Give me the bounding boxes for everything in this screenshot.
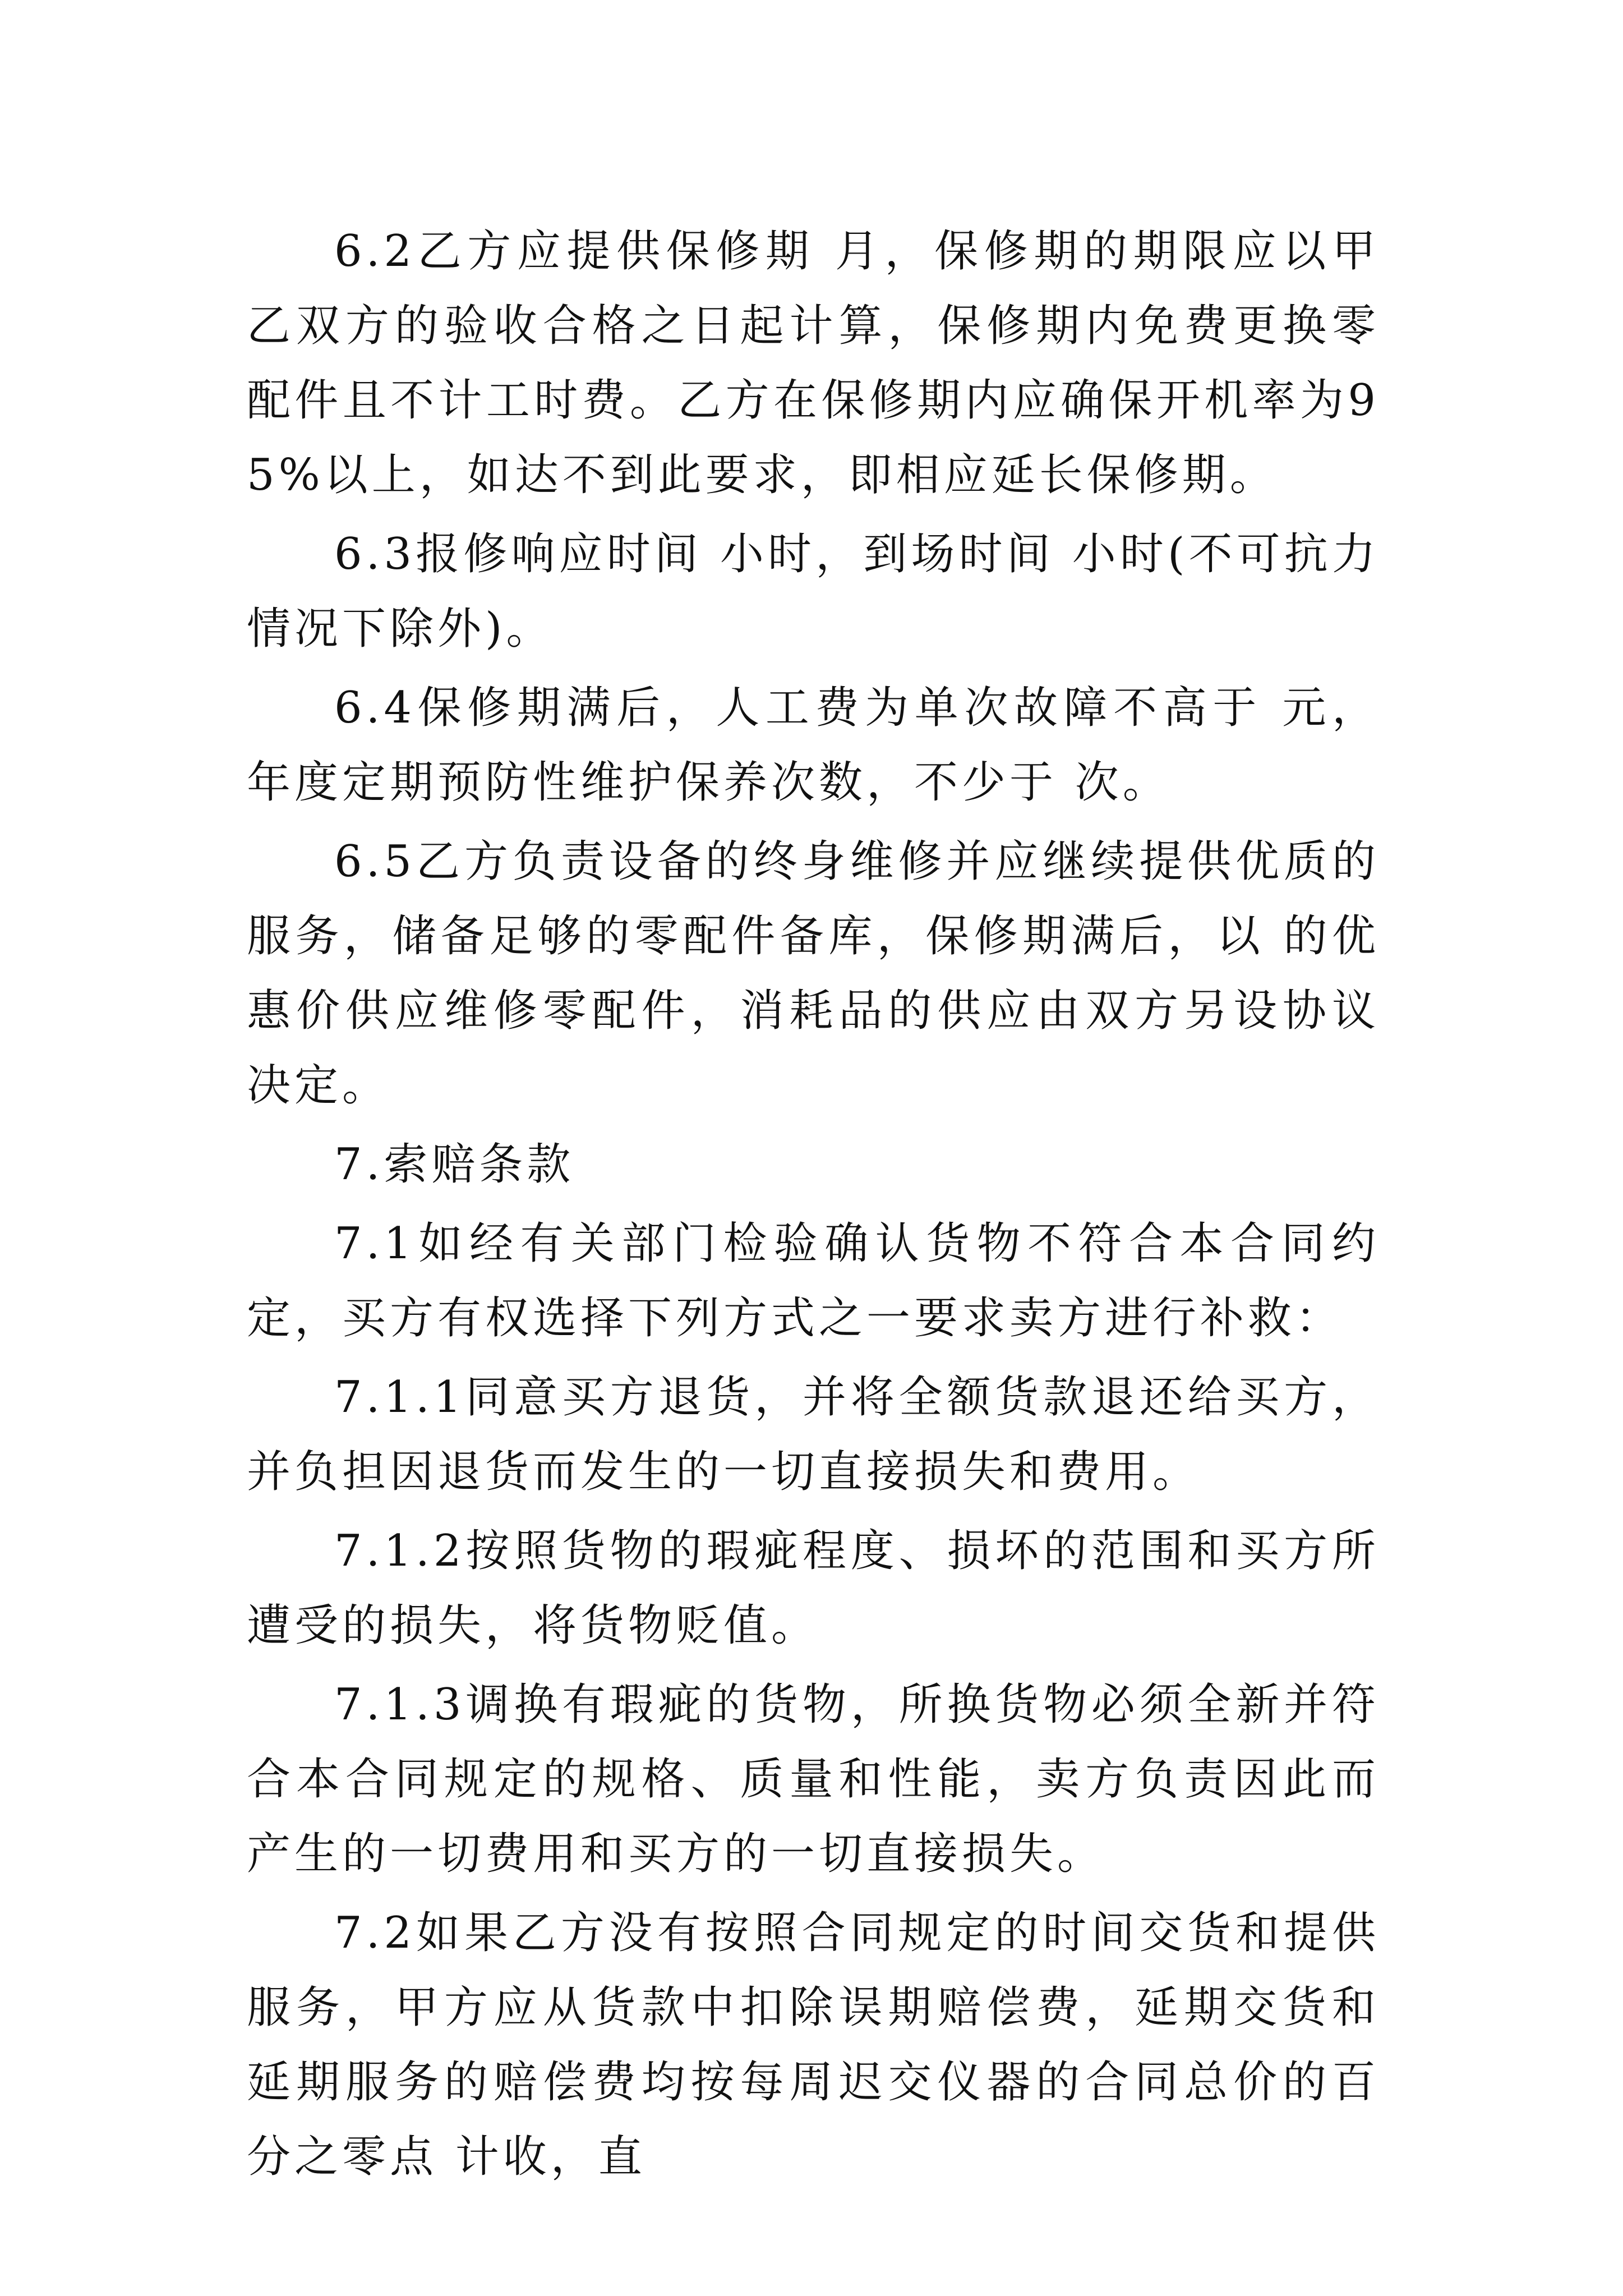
paragraph-7-2: 7.2如果乙方没有按照合同规定的时间交货和提供服务，甲方应从货款中扣除误期赔偿费，延期交货和延期服务的赔偿费均按每周迟交仪器的合同总价的百分之零点 计收，直 <box>247 1908 1380 2182</box>
paragraph-7-1-1: 7.1.1同意买方退货，并将全额货款退还给买方，并负担因退货而发生的一切直接损失和费用。 <box>247 1372 1380 1497</box>
paragraph-6-2: 6.2乙方应提供保修期 月，保修期的期限应以甲乙双方的验收合格之日起计算，保修期内免费更换零配件且不计工时费。乙方在保修期内应确保开机率为95%以上，如达不到此要求，即相应延长保修期。 <box>247 226 1380 500</box>
paragraph-7-1-2: 7.1.2按照货物的瑕疵程度、损坏的范围和买方所遭受的损失，将货物贬值。 <box>247 1526 1380 1651</box>
section-heading-7: 7.索赔条款 <box>334 1139 575 1190</box>
document-body <box>247 214 1380 2194</box>
paragraph-6-5: 6.5乙方负责设备的终身维修并应继续提供优质的服务，储备足够的零配件备库，保修期满后，以 的优惠价供应维修零配件，消耗品的供应由双方另设协议决定。 <box>247 836 1380 1111</box>
paragraph-7-1: 7.1如经有关部门检验确认货物不符合本合同约定，买方有权选择下列方式之一要求卖方进行补救： <box>247 1218 1380 1343</box>
paragraph-7-1-3: 7.1.3调换有瑕疵的货物，所换货物必须全新并符合本合同规定的规格、质量和性能，卖方负责因此而产生的一切费用和买方的一切直接损失。 <box>247 1680 1380 1879</box>
paragraph-6-4: 6.4保修期满后，人工费为单次故障不高于 元，年度定期预防性维护保养次数，不少于 次。 <box>247 683 1380 808</box>
paragraph-6-3: 6.3报修响应时间 小时，到场时间 小时(不可抗力情况下除外)。 <box>247 529 1380 654</box>
